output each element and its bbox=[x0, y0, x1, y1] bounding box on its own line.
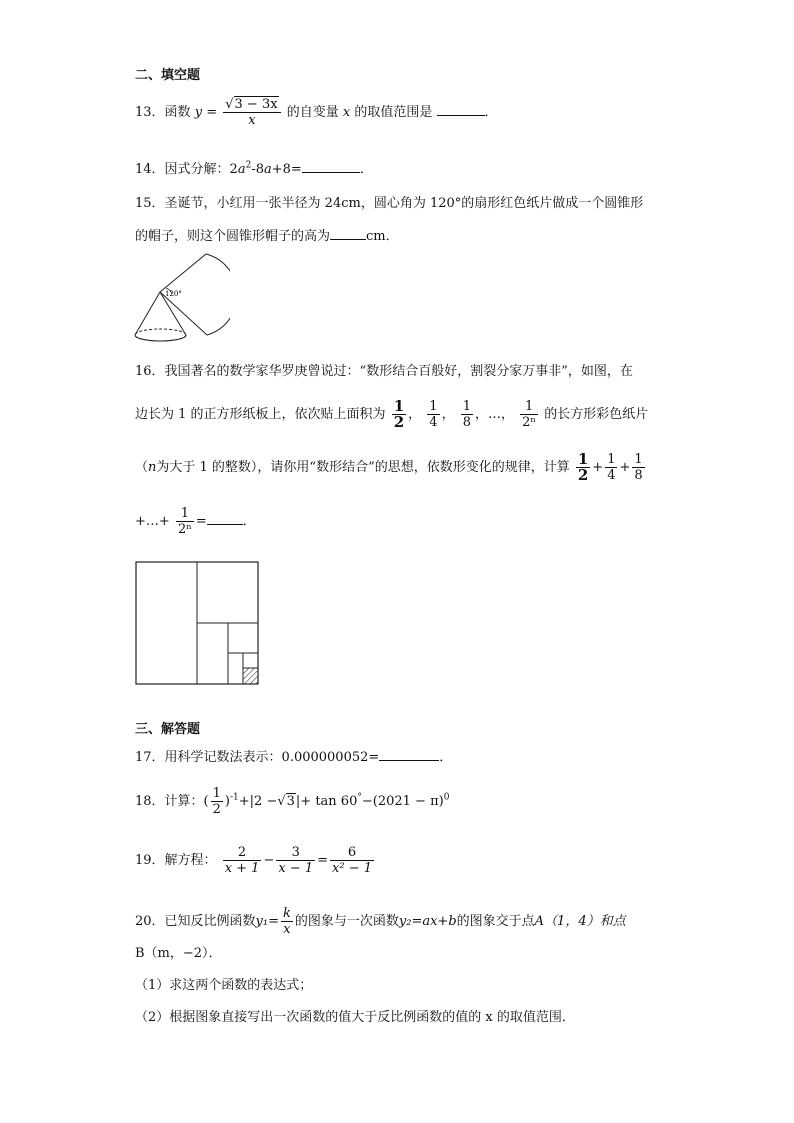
q18-half bbox=[211, 786, 223, 817]
q20-frac-k-x bbox=[281, 906, 293, 937]
frac-num: k bbox=[283, 906, 291, 921]
section-solve-title: 三、解答题 bbox=[135, 722, 201, 737]
q13-fraction bbox=[223, 97, 280, 128]
q17-end: ． bbox=[439, 750, 453, 765]
question-19 bbox=[135, 845, 376, 876]
q18-tan: |+ tan 60 bbox=[295, 794, 358, 809]
frac-num: 6 bbox=[330, 845, 374, 861]
frac-num: 3 bbox=[276, 845, 315, 861]
question-16-line2 bbox=[135, 399, 648, 430]
q16-sum-frac-1-8 bbox=[632, 452, 644, 483]
q16-sum-frac-1-4 bbox=[605, 452, 617, 483]
q20-text: 20．已知反比例函数 bbox=[135, 914, 256, 929]
q13-y: y bbox=[194, 105, 203, 120]
sqrt-symbol: √ bbox=[225, 97, 234, 112]
frac-den: 4 bbox=[429, 415, 438, 430]
q16-equals: = bbox=[195, 514, 207, 529]
question-20-line2: B（m，−2）． bbox=[135, 946, 222, 961]
q13-label: 13．函数 bbox=[135, 105, 191, 120]
q19-frac-b bbox=[276, 845, 315, 876]
frac-den: 2ⁿ bbox=[177, 522, 192, 537]
q20-point-a: A（1，4）和点 bbox=[534, 914, 626, 929]
q15-text: 的帽子，则这个圆锥形帽子的高为 bbox=[135, 229, 331, 244]
q16-ellipsis: ，…， bbox=[475, 407, 515, 422]
question-13 bbox=[135, 97, 498, 128]
q16-ellipsis-plus: +…+ bbox=[135, 514, 170, 529]
question-15-line2 bbox=[135, 225, 399, 244]
frac-den: 8 bbox=[634, 468, 643, 483]
square-figure bbox=[135, 561, 259, 685]
equals-sign: = bbox=[317, 853, 329, 868]
q19-frac-c bbox=[330, 845, 374, 876]
section-fill-title: 二、填空题 bbox=[135, 68, 201, 83]
q19-frac-a bbox=[223, 845, 262, 876]
question-18 bbox=[135, 786, 449, 817]
frac-den: 2 bbox=[577, 466, 589, 484]
q16-text2: 的长方形彩色纸片 bbox=[544, 407, 649, 422]
q16-paren: （ bbox=[135, 460, 149, 475]
question-20-part2: （2）根据图象直接写出一次函数的值大于反比例函数的值的 x 的取值范围． bbox=[135, 1010, 575, 1025]
q18-exp: -1 bbox=[229, 792, 239, 803]
q13-radicand: 3 − 3x bbox=[234, 97, 278, 112]
q20-y1: y₁= bbox=[255, 914, 279, 929]
minus-sign: − bbox=[263, 853, 275, 868]
q13-denominator: x bbox=[248, 113, 256, 128]
q14-end: ． bbox=[359, 162, 373, 177]
plus-sign: + bbox=[592, 460, 604, 475]
q17-blank[interactable] bbox=[379, 750, 439, 761]
frac-den: x + 1 bbox=[224, 861, 260, 876]
question-17 bbox=[135, 746, 452, 765]
plus-sign: + bbox=[619, 460, 631, 475]
question-16-line4 bbox=[135, 506, 256, 537]
question-16-line3 bbox=[135, 452, 647, 483]
frac-num: 2 bbox=[223, 845, 262, 861]
q18-tail: −(2021 − π) bbox=[361, 794, 444, 809]
q16-sum-frac-1-2 bbox=[576, 452, 590, 483]
q16-frac-1-8 bbox=[461, 399, 473, 430]
q13-var: x bbox=[342, 105, 351, 120]
q16-frac-1-4 bbox=[427, 399, 439, 430]
q14-rest2: +8= bbox=[271, 162, 302, 177]
frac-num: 1 bbox=[176, 506, 194, 522]
q18-abs: +|2 − bbox=[238, 794, 278, 809]
frac-num: 1 bbox=[462, 399, 471, 414]
q16-n: n bbox=[148, 460, 157, 475]
frac-num: 1 bbox=[520, 399, 538, 415]
q14-blank[interactable] bbox=[302, 162, 360, 173]
q15-blank[interactable] bbox=[330, 229, 366, 240]
angle-label: 120° bbox=[165, 290, 182, 298]
q18-label: 18．计算：( bbox=[135, 794, 209, 809]
q13-blank[interactable] bbox=[437, 105, 485, 116]
q19-label: 19．解方程： bbox=[135, 853, 217, 868]
frac-den: 2ⁿ bbox=[522, 415, 537, 430]
q13-eq: = bbox=[206, 105, 218, 120]
q14-label: 14．因式分解：2 bbox=[135, 162, 238, 177]
q14-sup: 2 bbox=[245, 160, 252, 171]
q20-text3: 的图象交于点 bbox=[456, 914, 535, 929]
q16-comma: ， bbox=[441, 407, 455, 422]
q14-a: a bbox=[237, 162, 246, 177]
cone-sector-figure bbox=[130, 250, 230, 350]
q16-text3: 为大于 1 的整数），请你用“数形结合”的思想，依数形变化的规律，计算 bbox=[156, 460, 570, 475]
question-20-part1: （1）求这两个函数的表达式； bbox=[135, 978, 313, 993]
q18-deg: ° bbox=[357, 792, 362, 803]
q14-a2: a bbox=[264, 162, 272, 177]
q15-unit: cm． bbox=[366, 229, 399, 244]
q20-y2: y₂=ax+b bbox=[398, 914, 457, 929]
question-20-line1 bbox=[135, 906, 626, 937]
frac-num: 1 bbox=[634, 452, 643, 467]
q13-text2: 的取值范围是 bbox=[354, 105, 433, 120]
frac-den: 2 bbox=[393, 413, 405, 431]
q16-comma: ， bbox=[408, 407, 422, 422]
q18-radicand: 3 bbox=[286, 794, 295, 809]
q16-frac-1-2n bbox=[520, 399, 538, 430]
q16-blank[interactable] bbox=[207, 514, 243, 525]
frac-den: x² − 1 bbox=[332, 861, 373, 876]
question-15-line1: 15．圣诞节，小红用一张半径为 24cm，圆心角为 120°的扇形红色纸片做成一个圆锥形 bbox=[135, 196, 644, 211]
frac-num: 1 bbox=[607, 452, 616, 467]
q13-end: ． bbox=[484, 105, 498, 120]
question-16-line1: 16．我国著名的数学家华罗庚曾说过：“数形结合百般好，割裂分家万事非”，如图，在 bbox=[135, 364, 633, 379]
q16-end: ． bbox=[242, 514, 256, 529]
q13-text: 的自变量 bbox=[286, 105, 339, 120]
frac-num: 1 bbox=[393, 397, 405, 415]
q18-exp0: 0 bbox=[443, 792, 450, 803]
frac-den: 4 bbox=[607, 468, 616, 483]
sqrt-symbol: √ bbox=[277, 794, 286, 809]
q18-paren: ) bbox=[224, 794, 230, 809]
q16-sum-frac-1-2n bbox=[176, 506, 194, 537]
frac-den: 8 bbox=[462, 415, 471, 430]
frac-num: 1 bbox=[577, 450, 589, 468]
question-14 bbox=[135, 158, 373, 177]
q17-text: 17．用科学记数法表示：0.000000052= bbox=[135, 750, 380, 765]
frac-den: x − 1 bbox=[278, 861, 314, 876]
q16-frac-1-2 bbox=[392, 399, 406, 430]
frac-den: x bbox=[283, 922, 291, 937]
q16-text: 边长为 1 的正方形纸板上，依次贴上面积为 bbox=[135, 407, 386, 422]
frac-num: 1 bbox=[212, 786, 221, 801]
q14-rest: -8 bbox=[251, 162, 264, 177]
frac-num: 1 bbox=[429, 399, 438, 414]
frac-den: 2 bbox=[212, 802, 221, 817]
q20-text2: 的图象与一次函数 bbox=[294, 914, 399, 929]
